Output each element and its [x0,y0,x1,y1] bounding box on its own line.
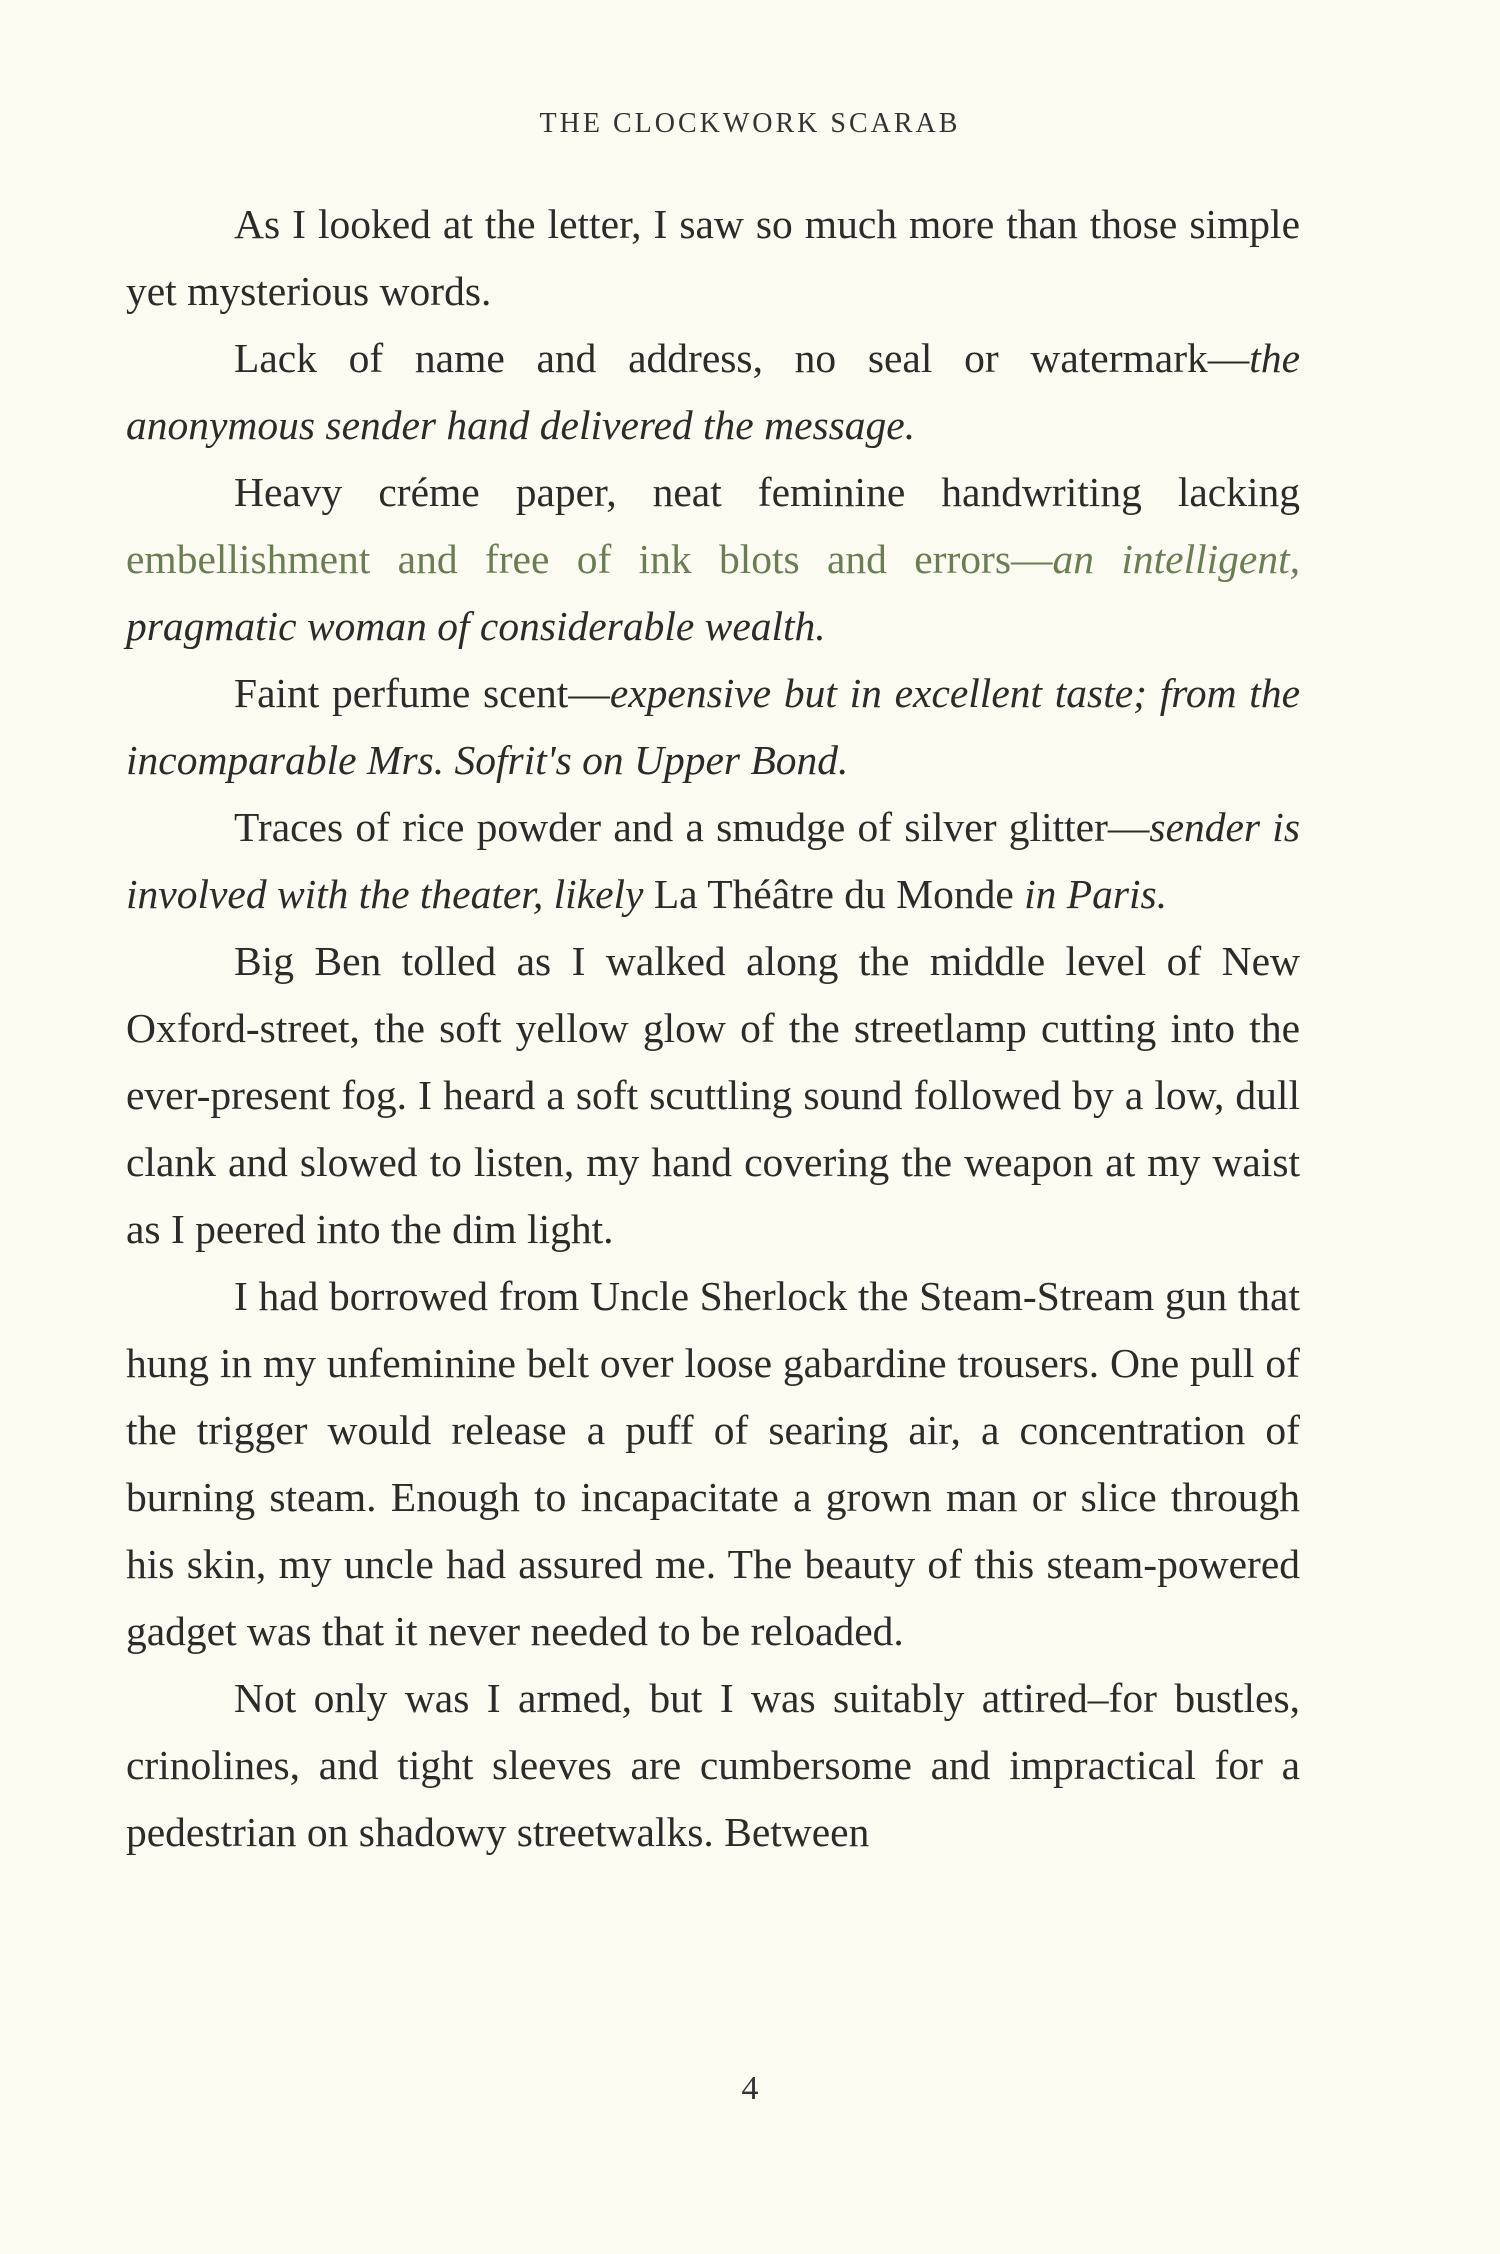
paragraph-5-italic-b: in Paris. [1024,871,1168,917]
running-head-title: THE CLOCKWORK SCARAB [539,108,961,139]
paragraph-5-plain-b: La Théâtre du Monde [653,871,1025,917]
paragraph-8 [126,1665,1300,1866]
paragraph-2-italic: the anonymous sender hand delivered the message. [126,335,1300,448]
paragraph-4 [126,660,1300,794]
paragraph-2 [126,325,1300,459]
paragraph-5-plain-a: Traces of rice powder and a smudge of silver glitter— [234,804,1150,850]
paragraph-2-plain: Lack of name and address, no seal or watermark— [234,335,1250,381]
paragraph-1 [126,191,1300,325]
paragraph-3-faded-plain: embellishment and free of ink blots and errors— [126,536,1053,582]
paragraph-3-faded-italic: an intelligent, [1052,536,1300,582]
paragraph-4-italic: expensive but in excellent taste; from the incomparable Mrs. Sofrit's on Upper Bond. [126,670,1300,783]
paragraph-6-text: Big Ben tolled as I walked along the middle level of New Oxford-street, the soft yellow glow of the streetlamp cutting into the ever-present fog. I heard a soft scuttling sound followed by a low, dull clank and slowed to listen, my hand covering the weapon at my waist as I peered into the dim light. [126,938,1300,1252]
paragraph-3-italic: pragmatic woman of considerable wealth. [126,603,826,649]
body-text [126,191,1300,1866]
paragraph-5-italic-a: sender is involved with the theater, likely [126,804,1300,917]
paragraph-7-text: I had borrowed from Uncle Sherlock the Steam-Stream gun that hung in my unfeminine belt over loose gabardine trousers. One pull of the trigger would release a puff of searing air, a concentration of burning steam. Enough to incapacitate a grown man or slice through his skin, my uncle had assured me. The beauty of this steam-powered gadget was that it never needed to be reloaded. [126,1273,1300,1654]
page-number: 4 [741,2070,759,2107]
paragraph-6 [126,928,1300,1263]
paragraph-5 [126,794,1300,928]
paragraph-1-text: As I looked at the letter, I saw so much more than those simple yet mysterious words. [126,201,1300,314]
paragraph-3 [126,459,1300,660]
paragraph-8-text: Not only was I armed, but I was suitably attired–for bustles, crinolines, and tight sleeves are cumbersome and impractical for a pedestrian on shadowy streetwalks. Between [126,1675,1300,1855]
paragraph-4-plain: Faint perfume scent— [234,670,610,716]
paragraph-7 [126,1263,1300,1665]
paragraph-3-plain: Heavy créme paper, neat feminine handwriting lacking [234,469,1300,515]
